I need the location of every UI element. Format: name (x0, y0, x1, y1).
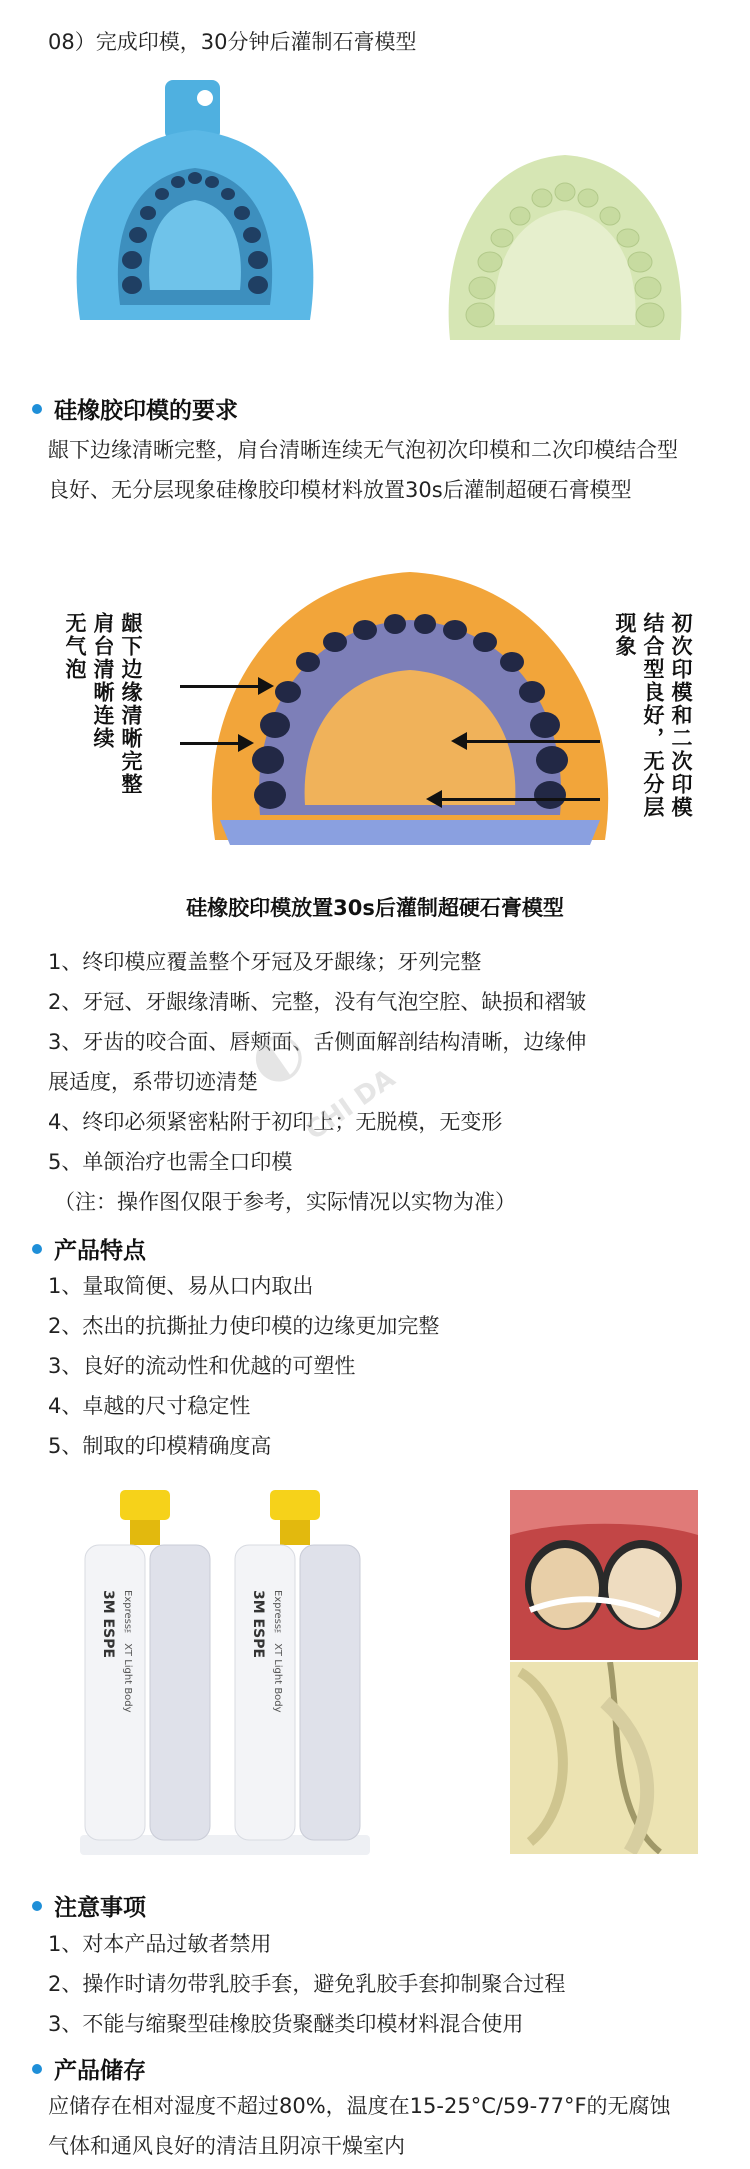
silicone-requirements-heading: 硅橡胶印模的要求 (32, 392, 238, 425)
requirement-item: 3、牙齿的咬合面、唇颊面、舌侧面解剖结构清晰，边缘伸 (48, 1030, 587, 1054)
impression-detail-photo (510, 1662, 698, 1854)
precautions-heading: 注意事项 (32, 1889, 146, 1922)
precaution-item: 2、操作时请勿带乳胶手套，避免乳胶手套抑制聚合过程 (48, 1972, 566, 1996)
disclaimer-note: （注：操作图仅限于参考，实际情况以实物为准） (54, 1190, 516, 1214)
feature-item: 1、量取简便、易从口内取出 (48, 1274, 314, 1298)
bullet-dot-icon (32, 1244, 42, 1254)
bullet-dot-icon (32, 2064, 42, 2074)
label-phenomenon: 现象 (613, 612, 637, 658)
cartridge-brand-label: 3M ESPE (250, 1590, 266, 1659)
cartridge-product-label: Express™ XT Light Body (272, 1590, 283, 1713)
precaution-item: 1、对本产品过敏者禁用 (48, 1932, 272, 1956)
arrow-right-icon (180, 685, 260, 688)
bullet-dot-icon (32, 404, 42, 414)
storage-heading: 产品储存 (32, 2052, 146, 2085)
orange-impression-photo (200, 560, 620, 850)
watermark-text: CHI DA (300, 1063, 401, 1147)
requirement-item: 1、终印模应覆盖整个牙冠及牙龈缘；牙列完整 (48, 950, 482, 974)
watermark-logo-icon: ◐ (234, 1011, 318, 1099)
feature-item: 3、良好的流动性和优越的可塑性 (48, 1354, 356, 1378)
cartridge-brand-label: 3M ESPE (100, 1590, 116, 1659)
requirement-item: 4、终印必须紧密粘附于初印上；无脱模，无变形 (48, 1110, 503, 1134)
blue-impression-photo (60, 70, 330, 340)
label-subgingival-margin: 龈下边缘清晰完整 (119, 612, 143, 796)
prepared-teeth-photo (510, 1490, 698, 1660)
bullet-dot-icon (32, 1901, 42, 1911)
label-shoulder-continuous: 肩台清晰连续 (91, 612, 115, 750)
silicone-requirements-description: 龈下边缘清晰完整，肩台清晰连续无气泡初次印模和二次印模结合型良好、无分层现象硅橡胶印模材料放置30s后灌制超硬石膏模型 (48, 438, 678, 502)
requirement-item: 5、单颌治疗也需全口印模 (48, 1150, 293, 1174)
product-features-heading: 产品特点 (32, 1232, 146, 1265)
arrow-right-icon (180, 742, 240, 745)
requirement-item: 展适度，系带切迹清楚 (48, 1070, 258, 1094)
cartridge-product-label: Express™ XT Light Body (122, 1590, 133, 1713)
figure-caption: 硅橡胶印模放置30s后灌制超硬石膏模型 (186, 896, 564, 920)
feature-item: 4、卓越的尺寸稳定性 (48, 1394, 251, 1418)
label-impression-bonding: 初次印模和二次印模 (669, 612, 693, 819)
storage-text: 应储存在相对湿度不超过80%，温度在15-25°C/59-77°F的无腐蚀气体和通风良好的清洁且阴凉干燥室内 (48, 2094, 671, 2158)
label-no-layering: 结合型良好，无分层 (641, 612, 665, 819)
feature-item: 5、制取的印模精确度高 (48, 1434, 272, 1458)
feature-item: 2、杰出的抗撕扯力使印模的边缘更加完整 (48, 1314, 440, 1338)
step-title: 08）完成印模，30分钟后灌制石膏模型 (48, 30, 417, 54)
arrow-left-icon (440, 798, 600, 801)
precaution-item: 3、不能与缩聚型硅橡胶货聚醚类印模材料混合使用 (48, 2012, 524, 2036)
cartridge-product-photo (70, 1490, 380, 1860)
requirement-item: 2、牙冠、牙龈缘清晰、完整，没有气泡空腔、缺损和褶皱 (48, 990, 587, 1014)
arrow-left-icon (465, 740, 600, 743)
label-no-bubbles: 无气泡 (63, 612, 87, 681)
plaster-model-photo (440, 130, 690, 350)
